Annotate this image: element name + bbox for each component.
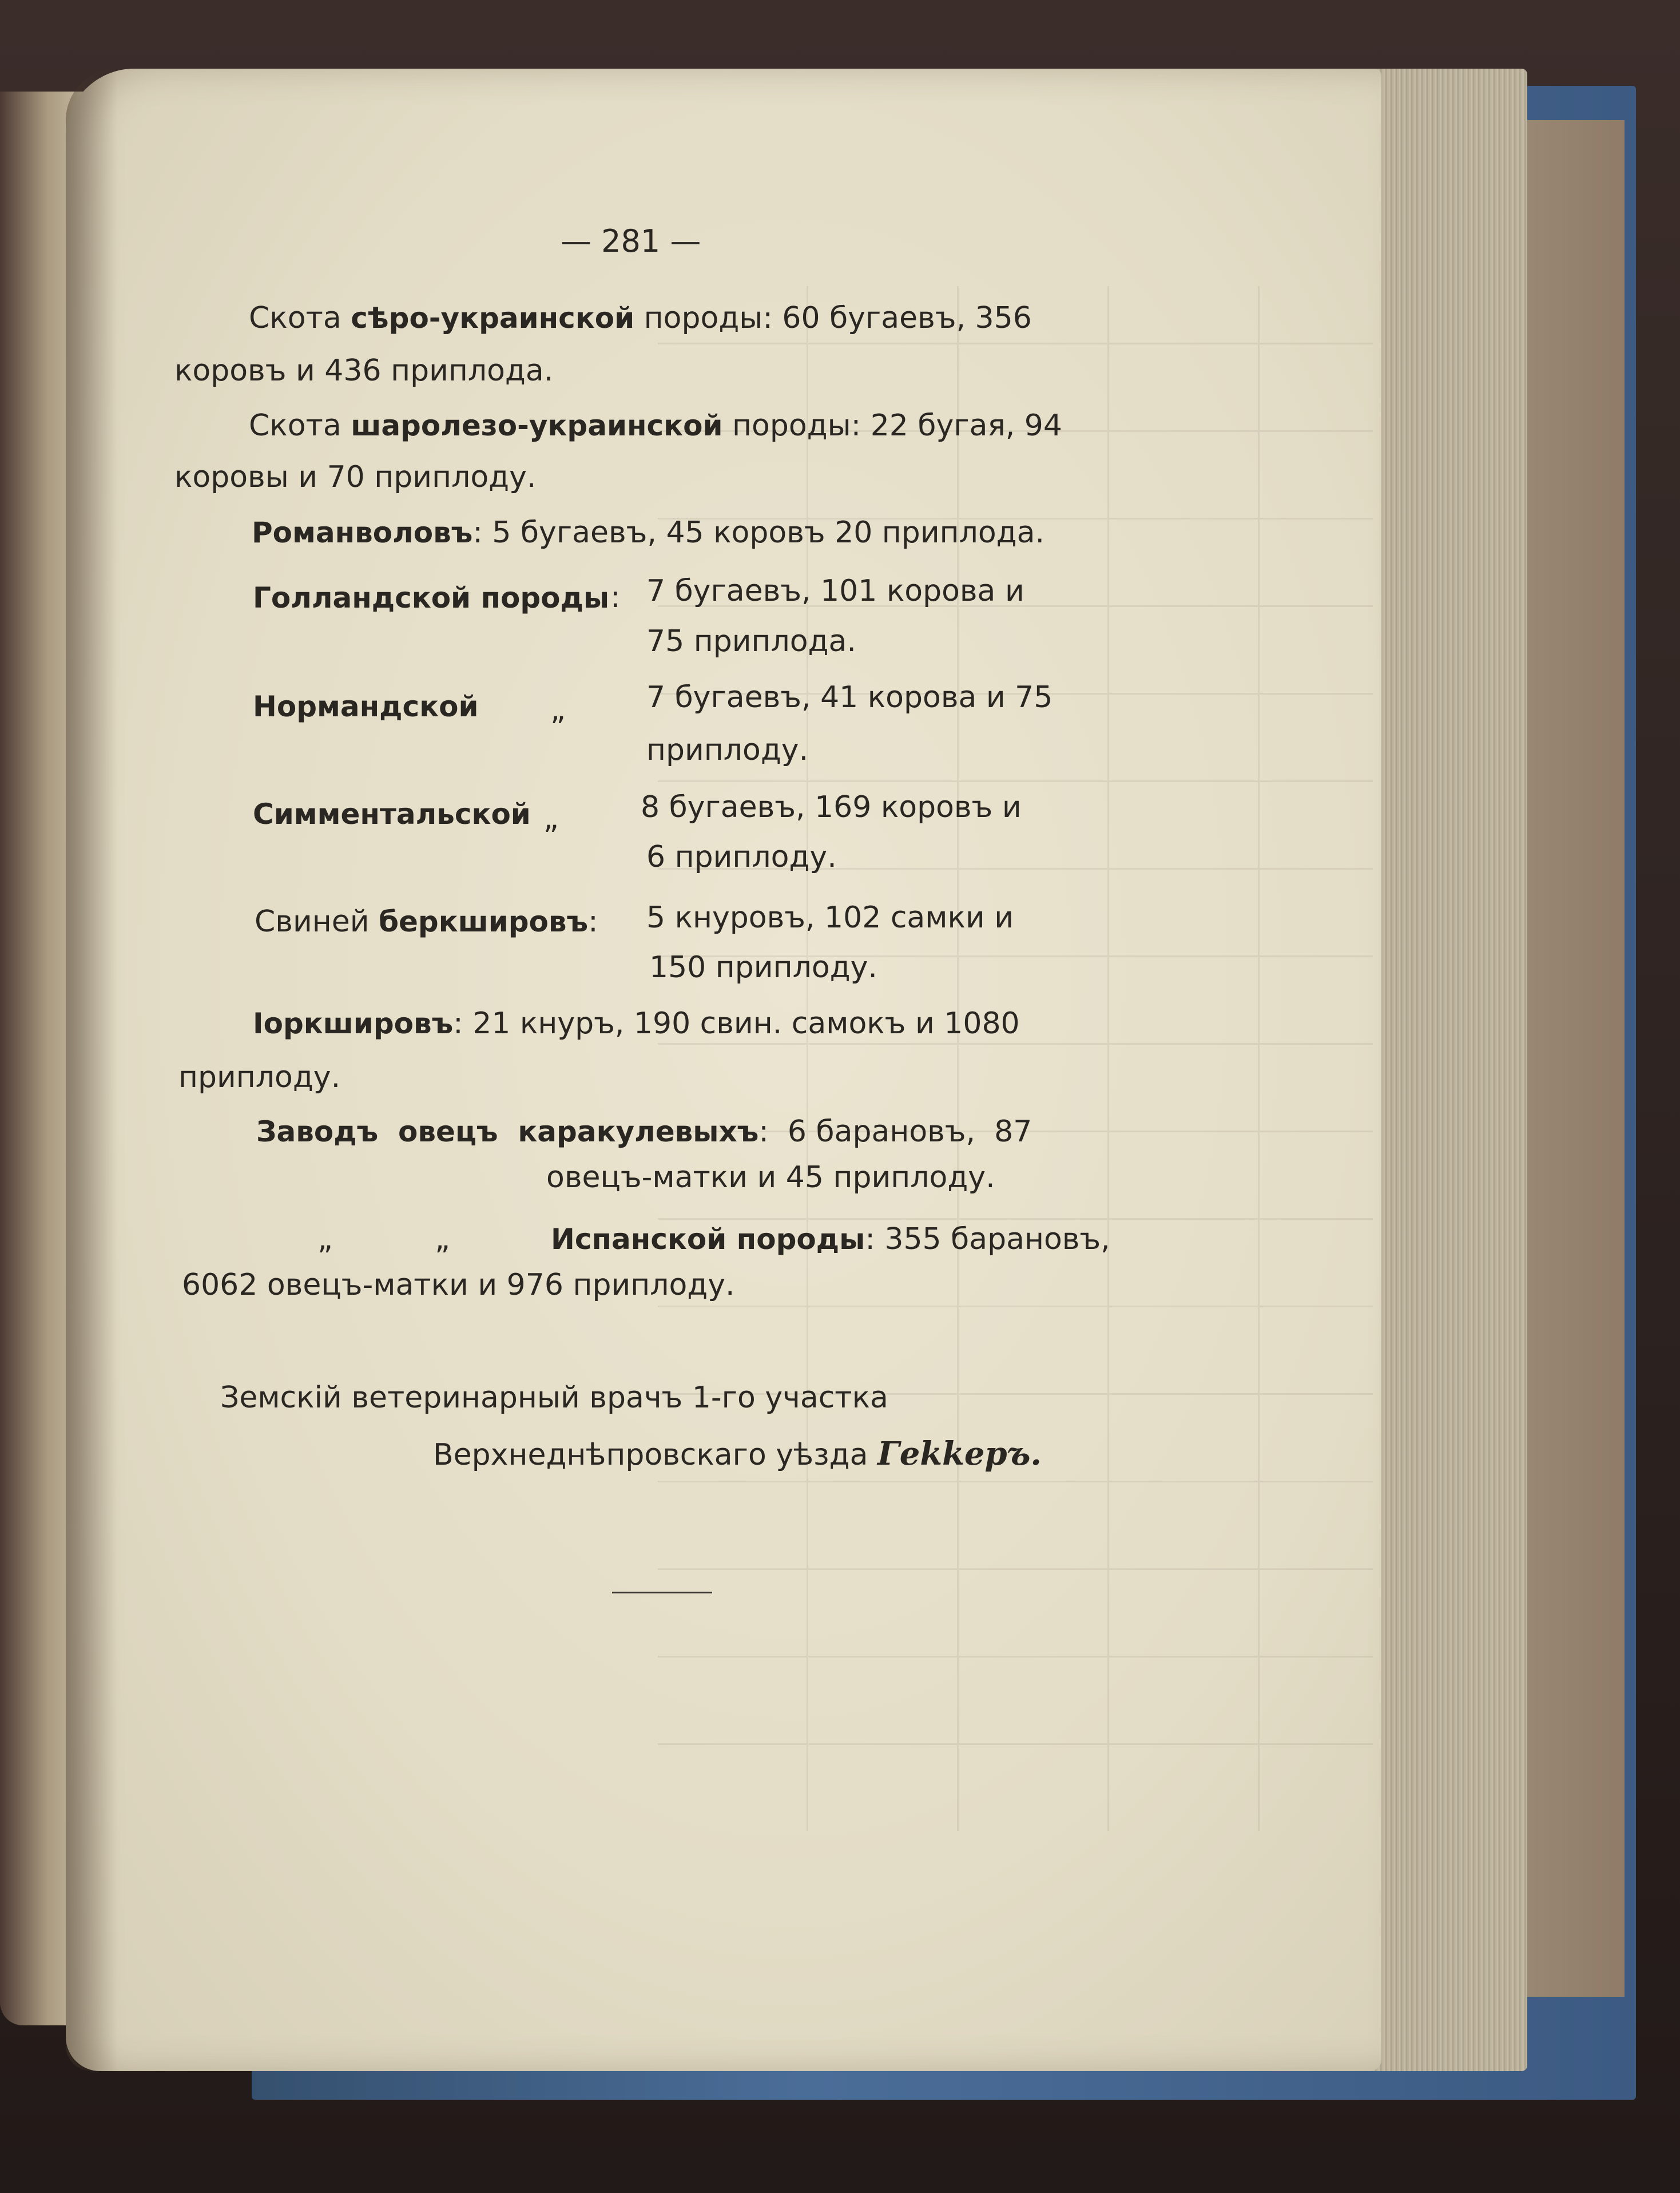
bold-run: Испанской породы bbox=[551, 1223, 865, 1256]
text-run: : 21 кнуръ, 190 свин. самокъ и 1080 bbox=[453, 1006, 1020, 1041]
page-block-edge bbox=[1367, 69, 1527, 2071]
signature-line-2 bbox=[433, 1435, 1042, 1473]
row-value-line-1: 8 бугаевъ, 169 коровъ и bbox=[641, 790, 1022, 824]
bold-run: Іоркшировъ bbox=[253, 1007, 454, 1040]
paragraph-6-line-1 bbox=[551, 1224, 1110, 1254]
row-label-simmentalskoy: Симментальской bbox=[253, 798, 531, 831]
paragraph-1-line-2: коровъ и 436 приплода. bbox=[174, 354, 554, 388]
ditto-mark: „ bbox=[435, 1222, 450, 1256]
bold-run: сѣро-украинской bbox=[351, 302, 635, 335]
signature-line-1: Земскій ветеринарный врачъ 1-го участка bbox=[220, 1381, 888, 1415]
closing-rule bbox=[612, 1592, 712, 1593]
text-run: : 5 бугаевъ, 45 коровъ 20 приплода. bbox=[472, 515, 1045, 550]
row-label-hollandskoy: Голландской породы bbox=[253, 581, 610, 614]
text-run: : 6 барановъ, 87 bbox=[758, 1115, 1032, 1149]
text-run: Свиней bbox=[255, 905, 379, 939]
rear-board bbox=[1516, 120, 1625, 1997]
bold-run: Заводъ овецъ каракулевыхъ bbox=[256, 1115, 759, 1148]
text-run: Верхнеднѣпровскаго уѣзда bbox=[433, 1438, 878, 1472]
row-label-berkshire bbox=[255, 907, 598, 937]
ditto-mark: „ bbox=[317, 1222, 333, 1256]
row-label-normandskoy: Нормандской bbox=[253, 690, 479, 723]
row-value-line-1: 5 кнуровъ, 102 самки и bbox=[646, 901, 1014, 935]
row-value-line-1: 7 бугаевъ, 101 корова и bbox=[646, 574, 1024, 608]
signature-name: Гekkepъ. bbox=[877, 1435, 1042, 1473]
text-run: породы: 60 бугаевъ, 356 bbox=[634, 301, 1032, 335]
text-run: : 355 барановъ, bbox=[865, 1222, 1110, 1256]
paragraph-6-line-2: 6062 овецъ-матки и 976 приплоду. bbox=[182, 1268, 735, 1302]
text-run: Скота bbox=[249, 409, 351, 443]
spine-shadow bbox=[66, 69, 117, 2071]
bold-run: Романволовъ bbox=[252, 516, 473, 549]
row-sep: : bbox=[588, 905, 598, 939]
paragraph-1-line-1 bbox=[249, 303, 1032, 333]
row-sep: : bbox=[610, 580, 621, 614]
row-value-line-1: 7 бугаевъ, 41 корова и 75 bbox=[646, 680, 1053, 715]
row-value-line-2: 150 приплоду. bbox=[649, 950, 877, 985]
paragraph-2-line-2: коровы и 70 приплоду. bbox=[174, 460, 537, 494]
paragraph-5-line-2: овецъ-матки и 45 приплоду. bbox=[546, 1160, 995, 1195]
page-number: — 281 — bbox=[561, 223, 701, 259]
row-value-line-2: 75 приплода. bbox=[646, 624, 856, 659]
paragraph-5-line-1 bbox=[256, 1117, 1032, 1147]
paragraph-4-line-1 bbox=[253, 1006, 1020, 1041]
paragraph-3 bbox=[252, 515, 1045, 550]
row-value-line-2: 6 приплоду. bbox=[646, 840, 837, 874]
text-run: Скота bbox=[249, 301, 351, 335]
row-value-line-2: приплоду. bbox=[646, 733, 809, 767]
bold-run: беркшировъ bbox=[379, 905, 589, 938]
row-sep: „ bbox=[543, 802, 559, 836]
row-sep: „ bbox=[550, 693, 566, 727]
paragraph-4-line-2: приплоду. bbox=[178, 1060, 341, 1094]
text-run: породы: 22 бугая, 94 bbox=[722, 409, 1062, 443]
paragraph-2-line-1 bbox=[249, 411, 1062, 441]
bold-run: шаролезо-украинской bbox=[351, 409, 723, 442]
